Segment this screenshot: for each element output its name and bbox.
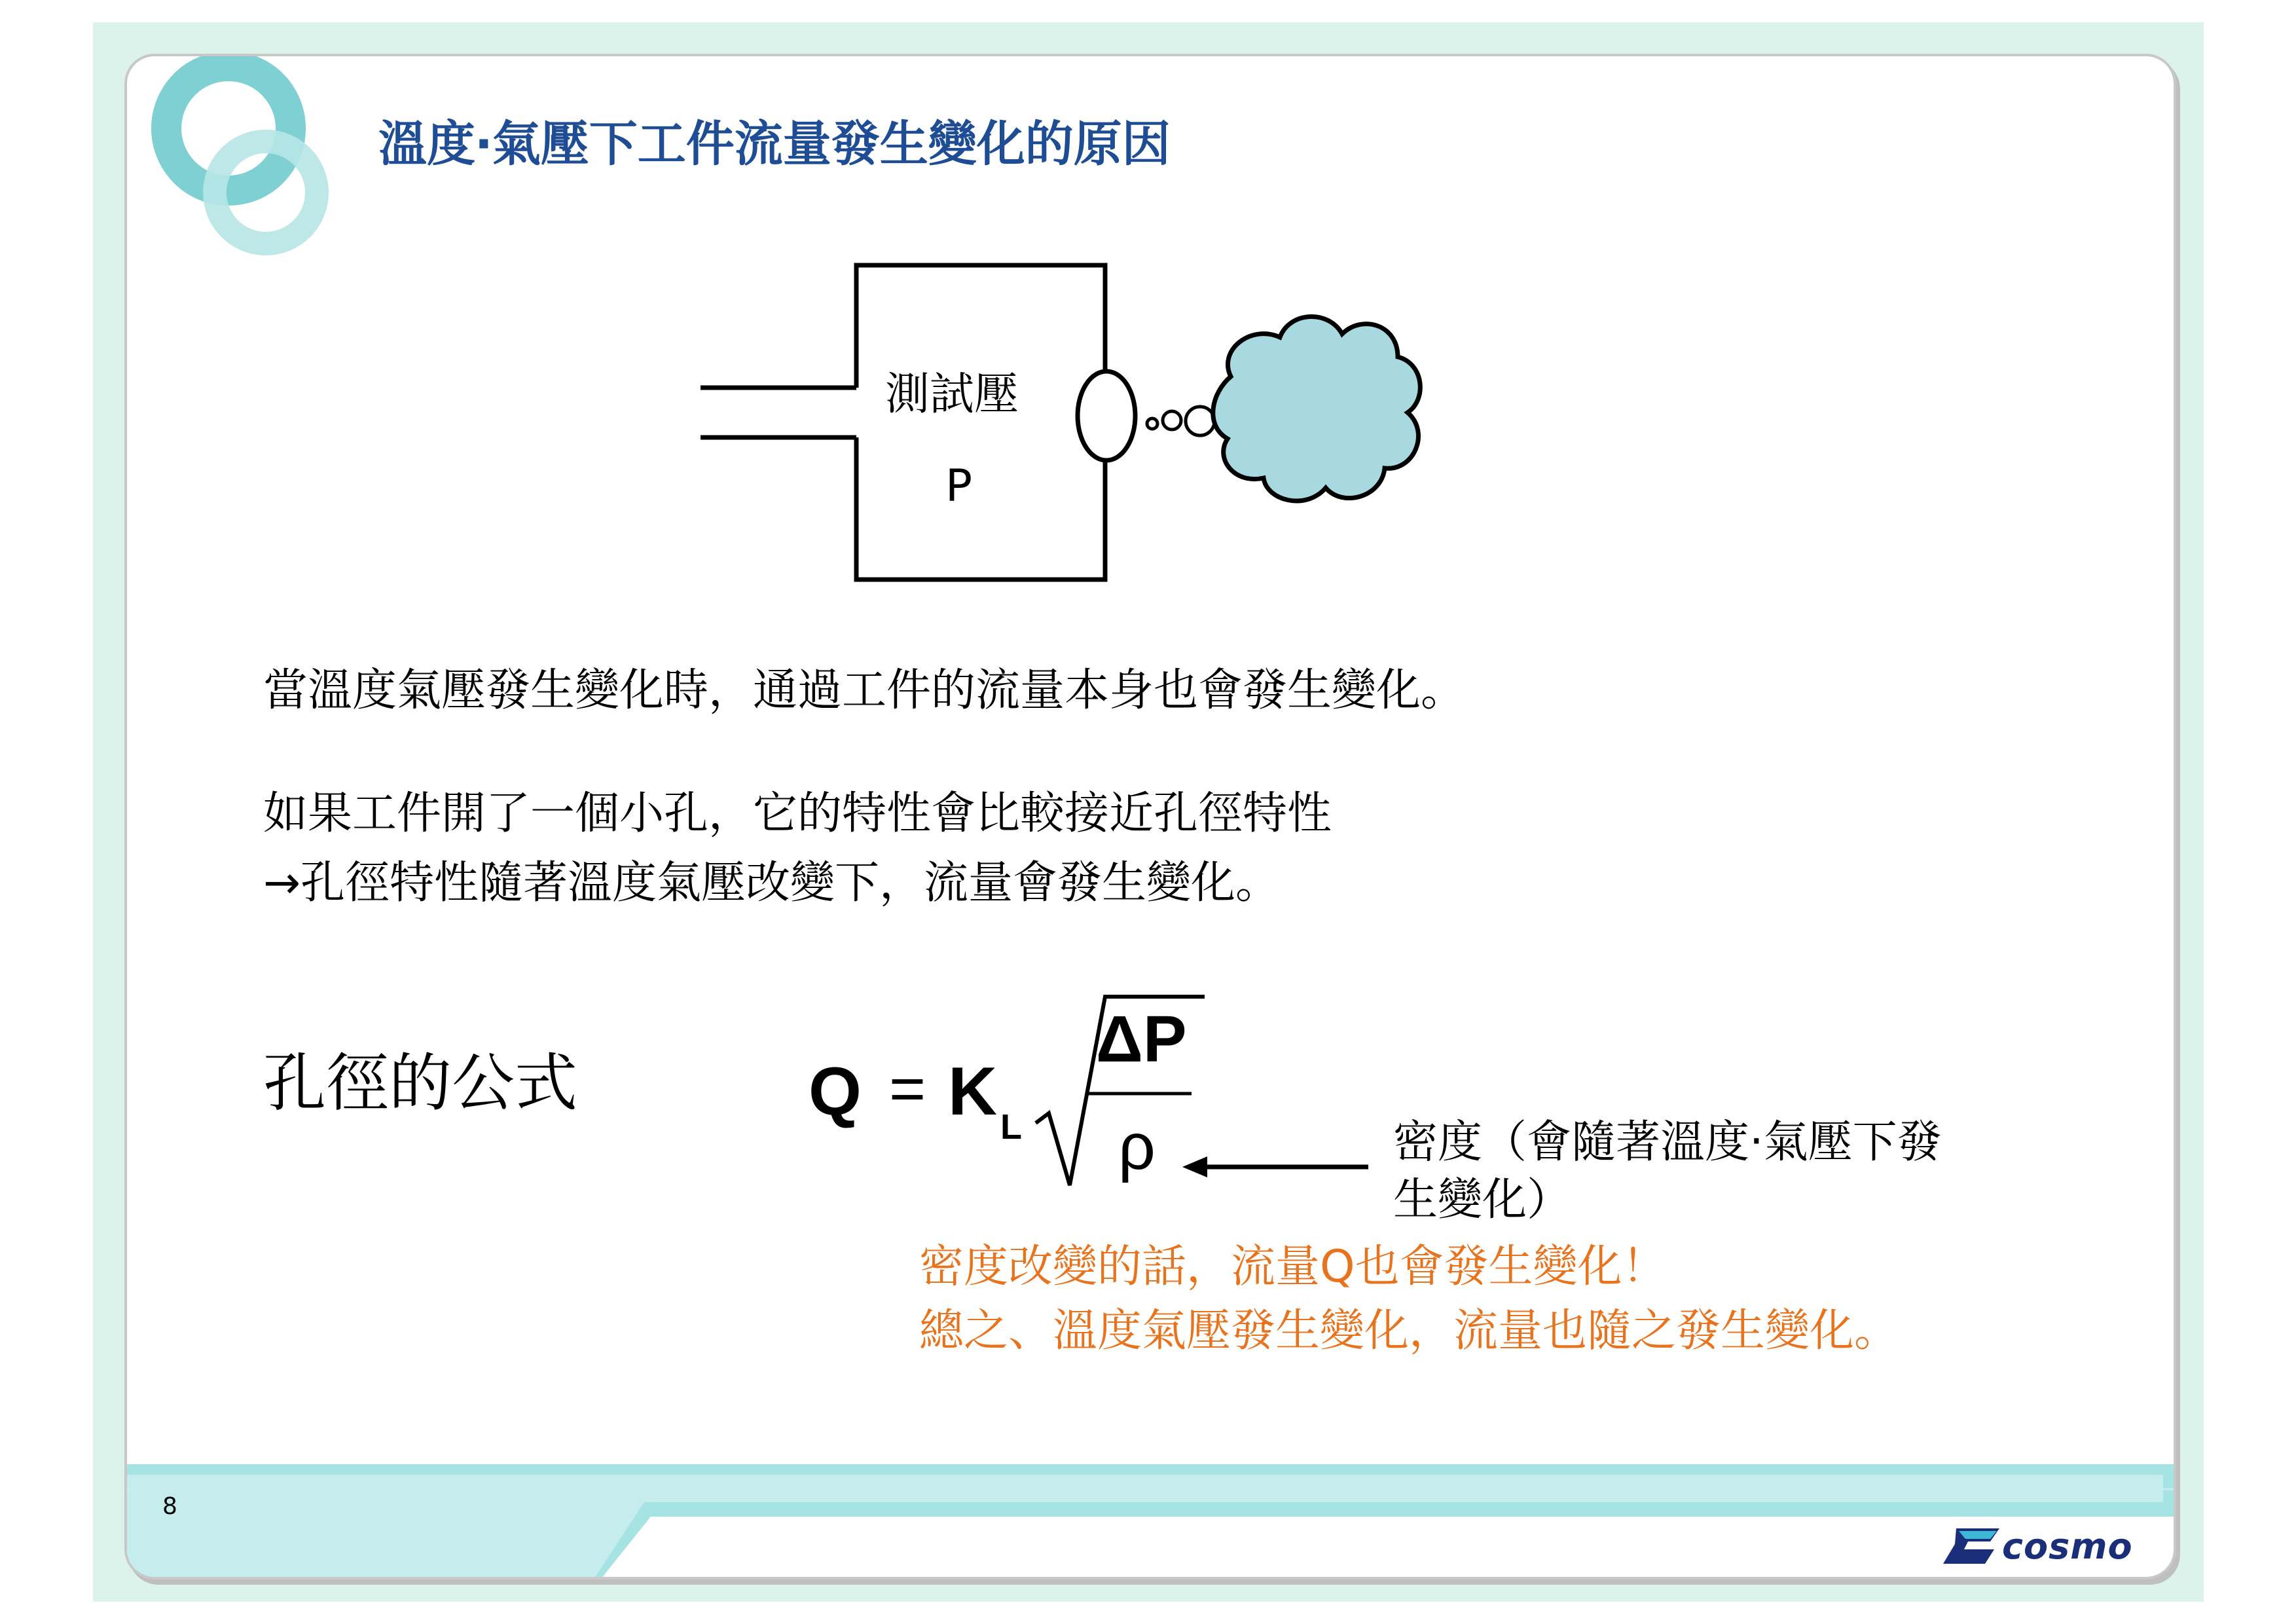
decorative-rings: [127, 56, 389, 292]
paragraph-line-3: →孔徑特性隨著溫度氣壓改變下，流量會發生變化。: [263, 857, 1280, 909]
cosmo-logo-icon: [1942, 1524, 2001, 1568]
paragraph-line-2: 如果工件開了一個小孔，它的特性會比較接近孔徑特性: [263, 788, 1332, 840]
pressure-box: [856, 265, 1105, 580]
formula-k: K: [948, 1054, 998, 1130]
formula-q: Q: [809, 1054, 862, 1130]
formula-denominator: ρ: [1118, 1110, 1156, 1183]
thought-ellipse: [1078, 371, 1135, 460]
formula-equals: =: [889, 1054, 926, 1124]
cosmo-logo-text: cosmo: [2002, 1526, 2133, 1567]
conclusion-line-1: 密度改變的話，流量Q也會發生變化！: [919, 1241, 1667, 1293]
density-arrow: [1178, 1147, 1375, 1187]
pressure-diagram: [694, 252, 1467, 593]
paragraph-line-1: 當溫度氣壓發生變化時，通過工件的流量本身也會發生變化。: [263, 665, 1466, 716]
page-number: 8: [162, 1493, 177, 1520]
bottom-wave-band: [127, 1451, 2174, 1579]
formula-numerator: ΔP: [1096, 1003, 1187, 1076]
thought-dot-large: [1186, 407, 1214, 435]
slide-title: 溫度‧氣壓下工件流量發生變化的原因: [378, 116, 1171, 172]
formula-k-subscript: L: [1000, 1107, 1022, 1147]
conclusion-line-2: 總之、溫度氣壓發生變化，流量也隨之發生變化。: [919, 1305, 1899, 1357]
box-symbol: P: [945, 460, 973, 512]
thought-dot-medium: [1163, 411, 1181, 430]
thought-dot-small: [1147, 418, 1157, 429]
density-note-line-2: 生變化）: [1393, 1174, 1572, 1226]
formula-heading: 孔徑的公式: [263, 1046, 577, 1120]
box-label: 測試壓: [885, 369, 1019, 420]
thought-cloud: [1213, 317, 1420, 501]
density-note-line-1: 密度（會隨著溫度‧氣壓下發: [1393, 1116, 1942, 1168]
